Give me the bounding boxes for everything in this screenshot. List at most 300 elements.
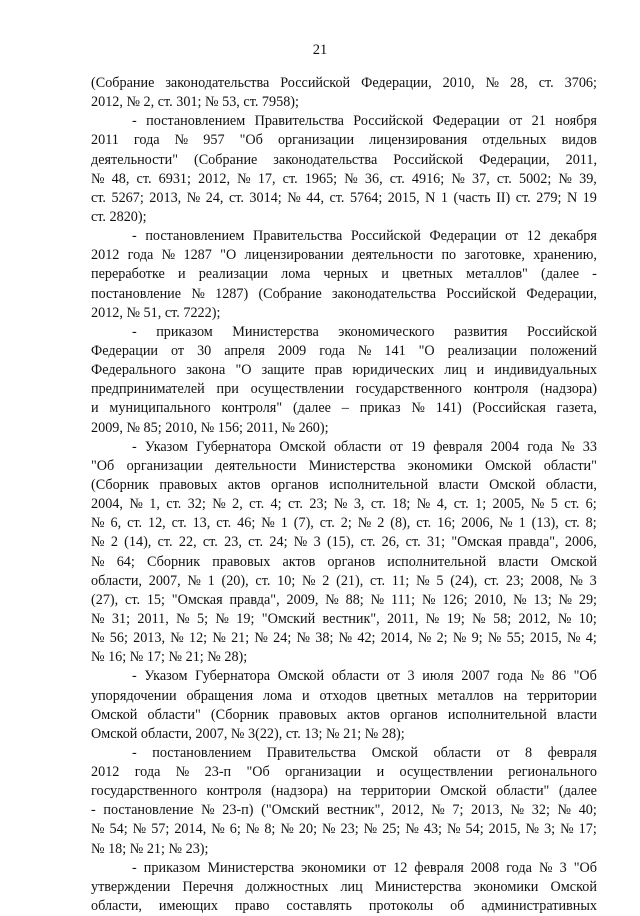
word: № [91, 534, 105, 551]
word: - [132, 668, 137, 685]
text-line [91, 763, 597, 782]
word: 32; [531, 802, 550, 819]
word: 2013, [149, 189, 182, 206]
word: "Об [573, 859, 597, 876]
word: Омской [550, 553, 597, 570]
word: отдельных [482, 132, 547, 149]
text-line [91, 285, 597, 304]
word: области" [543, 457, 597, 474]
word: ст. [91, 189, 106, 206]
word: 19 [582, 189, 597, 206]
word: Указом [144, 668, 188, 685]
word: № [293, 534, 308, 551]
word: деятельности" [91, 151, 179, 168]
word: ст. [405, 534, 421, 551]
word: 1, [149, 496, 160, 513]
word: 2011, [137, 610, 169, 627]
word: 32; [187, 496, 206, 513]
word: 13, [192, 515, 211, 532]
word: 12 [526, 228, 541, 245]
word: Российской [280, 75, 351, 91]
word: 36, [364, 170, 383, 187]
word: ст. [127, 515, 143, 532]
word: "Об [239, 132, 263, 149]
text-line [91, 878, 597, 897]
word: и [177, 266, 186, 283]
word: 2013, [471, 802, 503, 819]
word: от [170, 342, 185, 359]
word: Федерации, [526, 285, 597, 302]
word: 12, [147, 515, 166, 532]
word: № [91, 170, 105, 187]
text-line [91, 246, 597, 265]
word: развития [453, 323, 508, 340]
word: ст. [370, 572, 386, 589]
word: 2009 [277, 342, 307, 359]
word: и [381, 266, 389, 283]
word: № [411, 400, 425, 417]
text-line [91, 514, 597, 533]
text-line [91, 801, 597, 820]
word: власти [556, 706, 597, 723]
word: осуществлении [399, 764, 493, 781]
word: Российской [353, 113, 424, 130]
word: 9; [471, 630, 483, 647]
word: прав [314, 362, 343, 379]
word: Губернатора [196, 438, 272, 455]
word: (20), [221, 572, 249, 589]
word: 3 [407, 668, 415, 685]
word: ("Омский [261, 802, 320, 819]
word: при [216, 381, 239, 398]
word: исполнительной [387, 553, 487, 570]
word: № [370, 591, 385, 608]
word: № [510, 802, 525, 819]
word: 2 [377, 515, 385, 532]
word: 111; [390, 591, 416, 608]
word: (24), [450, 572, 478, 589]
word: области, [91, 572, 142, 589]
word: 24; [269, 534, 288, 551]
word: - [132, 438, 137, 455]
word: организации [277, 132, 355, 149]
word: области, [545, 476, 597, 493]
word: вестник", [326, 802, 385, 819]
word: N [425, 189, 436, 206]
word: (14), [124, 534, 152, 551]
text-line [91, 495, 597, 514]
word: 19 [410, 438, 426, 455]
word: 23; [340, 821, 359, 838]
word: года [133, 132, 160, 149]
word: 24, [205, 189, 224, 206]
word: правда", [508, 534, 559, 551]
word: (надзора) [271, 783, 328, 800]
word: 141 [384, 342, 406, 359]
word: 8; [264, 821, 276, 838]
word: 46; [237, 515, 256, 532]
word: "О [220, 247, 237, 264]
word: № [431, 802, 445, 819]
word: "Омская [171, 591, 223, 608]
word: законодательства [165, 75, 270, 91]
word: постановлением [145, 228, 245, 245]
word: - [132, 113, 137, 130]
word: и [476, 362, 485, 379]
word: 2015, [488, 821, 521, 838]
word: № [499, 515, 513, 532]
word: № [333, 496, 348, 513]
text-line [91, 782, 597, 801]
word: 23; [309, 496, 328, 513]
word: - [91, 802, 96, 819]
word: 15; [146, 591, 165, 608]
word: № [91, 821, 105, 838]
word: - [592, 266, 597, 283]
text-line [91, 438, 597, 457]
text-line [91, 227, 597, 246]
word: 8 [525, 744, 533, 761]
word: ст. [538, 75, 554, 91]
word: 42; [357, 630, 376, 647]
word: № [446, 821, 461, 838]
word: (21), [336, 572, 364, 589]
word: 4; [270, 496, 282, 513]
word: 23, [224, 534, 242, 551]
word: составлять [286, 898, 352, 915]
word: 2012 [91, 764, 120, 781]
word: № [557, 610, 572, 627]
word: "О [235, 362, 252, 379]
word: № [451, 170, 465, 187]
word: Правительства [253, 228, 343, 245]
word: Федерации [429, 228, 497, 245]
word: - [132, 323, 137, 340]
word: 20; [298, 821, 318, 838]
word: 3 [589, 572, 597, 589]
word: Российской [446, 285, 517, 302]
page-number: 21 [312, 42, 328, 58]
text-line [91, 572, 597, 591]
word: 12 [393, 859, 408, 876]
word: № [215, 610, 229, 627]
word: 28, [510, 75, 528, 91]
word: упорядочении [91, 687, 177, 704]
word: актов [282, 553, 316, 570]
word: (15), [326, 534, 355, 551]
word: Омской [279, 438, 326, 455]
word: организации [285, 764, 362, 781]
word: ст. [287, 496, 303, 513]
word: ст. [416, 515, 432, 532]
word: 6931; [158, 170, 191, 187]
word: защите [261, 362, 305, 379]
word: на [503, 687, 518, 704]
word: 2010, [474, 591, 507, 608]
word: Губернатора [195, 668, 271, 685]
word: контроля [473, 381, 529, 398]
word: № [212, 630, 226, 647]
word: № [357, 515, 372, 532]
word: 2; [340, 515, 352, 532]
text-line: 2012, № 2, ст. 301; № 53, ст. 7958); [91, 94, 299, 111]
word: области" [496, 783, 550, 800]
word: 2011, [565, 151, 597, 168]
word: № [174, 132, 189, 149]
word: № [254, 630, 268, 647]
text-line [91, 112, 597, 131]
word: 957 [203, 132, 225, 149]
word: N [566, 189, 578, 206]
word: № [558, 170, 572, 187]
word: № [344, 170, 358, 187]
text-line [91, 323, 597, 342]
word: положений [529, 342, 597, 359]
word: 3 [313, 534, 321, 551]
word: Указом [144, 438, 189, 455]
word: постановлением [146, 113, 246, 130]
word: правовых [212, 553, 271, 570]
word: (Собрание [91, 75, 155, 91]
word: февраля [547, 744, 597, 761]
word: 48, [111, 170, 130, 187]
word: ст. [453, 496, 469, 513]
word: 2014, [174, 821, 207, 838]
word: лиц [444, 362, 467, 379]
word: власти [438, 476, 479, 493]
word: 2006, [564, 534, 597, 551]
word: 19; [236, 610, 255, 627]
word: № [186, 189, 201, 206]
word: 2012, [198, 170, 231, 187]
word: № [525, 821, 540, 838]
word: ст. [202, 534, 218, 551]
word: № [338, 630, 353, 647]
text-line [91, 591, 597, 610]
word: 1 [280, 515, 288, 532]
word: газета, [556, 400, 597, 417]
word: от [389, 438, 403, 455]
word: № [530, 496, 545, 513]
word: № [212, 496, 226, 513]
word: 126; [442, 591, 468, 608]
word: "Омская [451, 534, 503, 551]
word: 10; [578, 610, 597, 627]
word: апреля [224, 342, 265, 359]
text-line [91, 706, 597, 725]
word: 1965; [304, 170, 338, 187]
word: Российской [350, 228, 421, 245]
word: органов [390, 706, 438, 723]
word: ст. [166, 496, 182, 513]
word: 3 [559, 859, 567, 876]
word: "Омский [261, 610, 316, 627]
word: 6; [585, 496, 597, 513]
word: Министерства [308, 457, 396, 474]
text-line [91, 610, 597, 629]
word: года [527, 438, 553, 455]
word: ст. [370, 496, 386, 513]
word: № [560, 821, 574, 838]
text-line [91, 820, 597, 839]
word: регионального [508, 764, 597, 781]
word: 23-п [204, 764, 232, 781]
word: года [127, 247, 154, 264]
word: Омской [91, 706, 138, 723]
word: 1; [475, 496, 487, 513]
word: № [237, 170, 251, 187]
word: ст. [282, 170, 298, 187]
word: № [472, 610, 486, 627]
word: (7), [293, 515, 314, 532]
word: 3706; [564, 75, 597, 91]
word: № [405, 821, 419, 838]
word: Сборник [147, 553, 201, 570]
word: приказом [156, 323, 213, 340]
word: Федерации [91, 342, 159, 359]
word: экономики [407, 457, 473, 474]
word: - [132, 744, 137, 761]
word: № [417, 630, 432, 647]
word: металлов" [466, 266, 528, 283]
word: 2004 [490, 438, 520, 455]
word: № [569, 572, 583, 589]
word: 2 [110, 534, 118, 551]
word: № [261, 515, 275, 532]
word: № [280, 821, 294, 838]
word: 21 [531, 113, 546, 130]
word: экономического [338, 323, 435, 340]
word: 11; [391, 572, 410, 589]
word: "Об [246, 764, 270, 781]
text-line [91, 629, 597, 648]
text-line [91, 342, 597, 361]
word: № [561, 438, 575, 455]
word: 58; [493, 610, 512, 627]
word: № [416, 496, 431, 513]
word: № [421, 591, 436, 608]
word: ст. [125, 591, 140, 608]
word: 6, [110, 515, 122, 532]
word: власти [498, 553, 539, 570]
word: ст. [249, 496, 265, 513]
word: ст. [360, 534, 376, 551]
word: 7; [452, 802, 464, 819]
word: 16; [437, 515, 456, 532]
word: № [91, 610, 105, 627]
word: 2007, [148, 572, 181, 589]
word: постановлением [152, 744, 252, 761]
word: № [191, 285, 205, 302]
word: 64; [116, 553, 135, 570]
word: 21; [231, 630, 250, 647]
word: Российской [393, 151, 464, 168]
text-line [91, 74, 597, 93]
word: (часть [453, 189, 491, 206]
word: 2005, [492, 496, 525, 513]
word: 4, [436, 496, 448, 513]
word: лиц [340, 878, 363, 895]
text-line [91, 553, 597, 572]
word: 10; [277, 572, 296, 589]
word: 17; [578, 821, 597, 838]
word: области [433, 744, 481, 761]
word: № [91, 630, 105, 647]
word: 29; [578, 591, 597, 608]
word: Омской [484, 457, 532, 474]
text-line [91, 533, 597, 552]
word: территории [360, 783, 431, 800]
word: № [452, 630, 467, 647]
word: 5; [197, 610, 209, 627]
word: № [132, 821, 147, 838]
word: 3014; [249, 189, 282, 206]
word: 55; [506, 630, 525, 647]
word: и [301, 687, 310, 704]
word: ст. [136, 170, 152, 187]
word: 2015, [529, 630, 562, 647]
word: Министерства [232, 323, 319, 340]
word: 57; [151, 821, 170, 838]
word: Перечня [182, 878, 234, 895]
word: 43; [423, 821, 442, 838]
word: от [372, 859, 387, 876]
word: цветных [376, 687, 428, 704]
word: 5 [436, 572, 444, 589]
word: право [234, 898, 270, 915]
word: 18; [392, 496, 411, 513]
word: законодательства [273, 151, 378, 168]
word: ст. [157, 534, 173, 551]
text-line: № 18; № 21; № 23); [91, 840, 209, 857]
word: органов [271, 476, 319, 493]
word: № [302, 572, 316, 589]
word: государственного [355, 381, 462, 398]
word: ст. [496, 170, 512, 187]
word: (далее [558, 783, 597, 800]
word: вестник", [322, 610, 380, 627]
word: № [538, 859, 553, 876]
word: № [357, 342, 372, 359]
word: хранению, [533, 247, 597, 264]
word: 2012, [391, 802, 424, 819]
word: постановление [103, 802, 194, 819]
word: контроля" [221, 400, 283, 417]
word: ст. [515, 189, 531, 206]
word: "О [418, 342, 435, 359]
word: государственного [91, 783, 198, 800]
word: № [487, 630, 502, 647]
word: контроля [206, 783, 262, 800]
word: года [497, 668, 524, 685]
word: № [176, 610, 190, 627]
word: (Сборник [210, 706, 269, 723]
word: Правительства [266, 744, 357, 761]
word: 2; [436, 630, 448, 647]
word: 23-п) [222, 802, 254, 819]
word: (Собрание [193, 151, 258, 168]
word: № [558, 591, 573, 608]
word: административных [481, 898, 597, 915]
word: декабря [549, 228, 597, 245]
word: исполнительной [329, 476, 429, 493]
word: Министерства [207, 859, 295, 876]
word: № [245, 821, 260, 838]
word: заготовке, [464, 247, 525, 264]
word: 2009, [286, 591, 319, 608]
word: - [132, 859, 137, 876]
word: индивидуальных [494, 362, 597, 379]
